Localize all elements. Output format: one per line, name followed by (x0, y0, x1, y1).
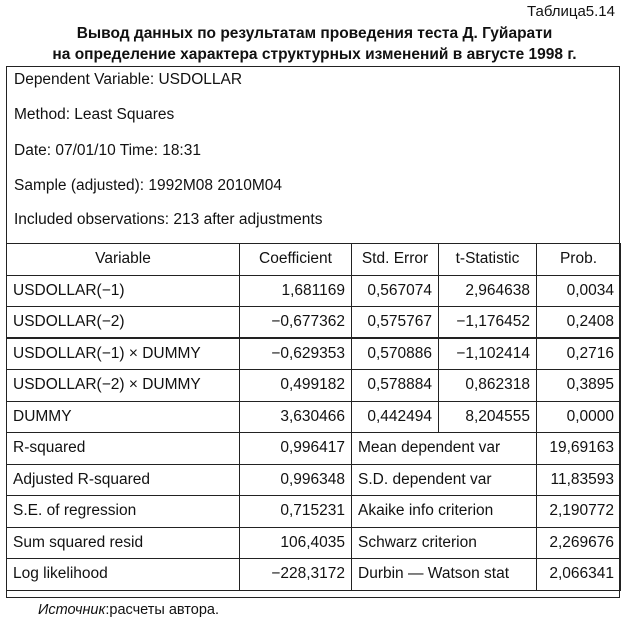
stats-row (7, 464, 621, 496)
variable-cell: USDOLLAR(−1) × DUMMY (7, 338, 240, 370)
observations: Included observations: 213 after adjustments (14, 211, 323, 228)
variable-cell: DUMMY (7, 401, 240, 433)
method: Method: Least Squares (14, 106, 175, 123)
stat-value-2: 2,066341 (537, 559, 621, 591)
sample: Sample (adjusted): 1992M08 2010M04 (14, 177, 282, 194)
stat-value-2: 2,190772 (537, 496, 621, 528)
std-error-cell: 0,578884 (352, 370, 439, 402)
stat-label-2: Durbin — Watson stat (352, 559, 537, 591)
t-statistic-cell: 8,204555 (439, 401, 537, 433)
variable-cell: USDOLLAR(−2) × DUMMY (7, 370, 240, 402)
header-std-error: Std. Error (352, 244, 439, 276)
coefficient-cell: −0,677362 (240, 307, 352, 339)
stats-row (7, 433, 621, 465)
header-variable: Variable (7, 244, 240, 276)
stat-label: S.E. of regression (7, 496, 240, 528)
header-prob: Prob. (537, 244, 621, 276)
date-time: Date: 07/01/10 Time: 18:31 (14, 142, 201, 159)
stat-label: Sum squared resid (7, 527, 240, 559)
table-row (7, 338, 621, 370)
stat-label-2: Akaike info criterion (352, 496, 537, 528)
table-number-label: Таблица5.14 (526, 3, 615, 20)
stat-value: 0,996417 (240, 433, 352, 465)
source-note (38, 602, 219, 618)
prob-cell: 0,2408 (537, 307, 621, 339)
table-title-line-1: Вывод данных по результатам проведения теста Д. Гуйарати (76, 25, 553, 42)
coefficient-cell: 1,681169 (240, 275, 352, 307)
prob-cell: 0,3895 (537, 370, 621, 402)
stat-value: 0,996348 (240, 464, 352, 496)
std-error-cell: 0,567074 (352, 275, 439, 307)
std-error-cell: 0,442494 (352, 401, 439, 433)
stat-label: Log likelihood (7, 559, 240, 591)
variable-cell: USDOLLAR(−1) (7, 275, 240, 307)
stat-label-2: S.D. dependent var (352, 464, 537, 496)
stat-label: R-squared (7, 433, 240, 465)
stats-row (7, 496, 621, 528)
stat-value-2: 11,83593 (537, 464, 621, 496)
t-statistic-cell: 0,862318 (439, 370, 537, 402)
stat-label-2: Schwarz criterion (352, 527, 537, 559)
stat-value-2: 19,69163 (537, 433, 621, 465)
table-title-line-2: на определение характера структурных изменений в августе 1998 г. (52, 46, 577, 63)
table-row (7, 401, 621, 433)
stat-value-2: 2,269676 (537, 527, 621, 559)
stats-row (7, 527, 621, 559)
header-coefficient: Coefficient (240, 244, 352, 276)
dependent-variable: Dependent Variable: USDOLLAR (14, 71, 243, 88)
source-label: Источник (38, 602, 106, 618)
std-error-cell: 0,575767 (352, 307, 439, 339)
regression-table (6, 243, 621, 591)
prob-cell: 0,2716 (537, 338, 621, 370)
coefficient-cell: 0,499182 (240, 370, 352, 402)
stat-value: 106,4035 (240, 527, 352, 559)
table-header-row (7, 244, 621, 276)
source-text: :расчеты автора. (105, 602, 219, 618)
stat-value: 0,715231 (240, 496, 352, 528)
coefficient-cell: −0,629353 (240, 338, 352, 370)
stat-value: −228,3172 (240, 559, 352, 591)
stat-label: Adjusted R-squared (7, 464, 240, 496)
table-row (7, 307, 621, 339)
t-statistic-cell: −1,176452 (439, 307, 537, 339)
t-statistic-cell: 2,964638 (439, 275, 537, 307)
table-row (7, 275, 621, 307)
prob-cell: 0,0034 (537, 275, 621, 307)
header-t-statistic: t-Statistic (439, 244, 537, 276)
prob-cell: 0,0000 (537, 401, 621, 433)
coefficient-cell: 3,630466 (240, 401, 352, 433)
variable-cell: USDOLLAR(−2) (7, 307, 240, 339)
stats-row (7, 559, 621, 591)
std-error-cell: 0,570886 (352, 338, 439, 370)
stat-label-2: Mean dependent var (352, 433, 537, 465)
t-statistic-cell: −1,102414 (439, 338, 537, 370)
table-row (7, 370, 621, 402)
